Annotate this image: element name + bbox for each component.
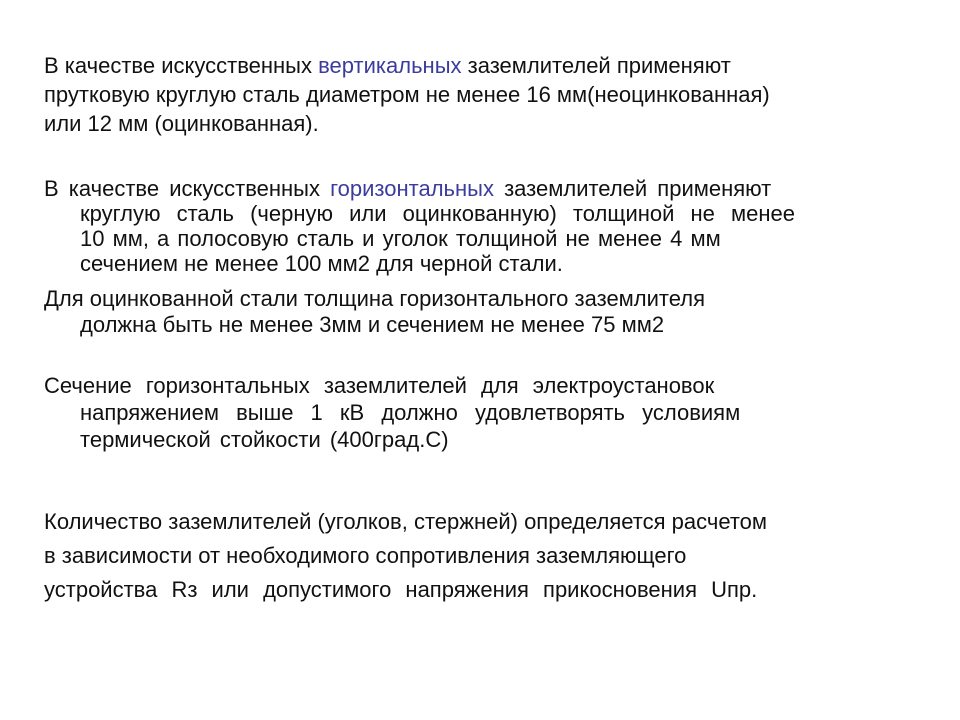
text-span: В качестве искусственных	[44, 53, 319, 78]
text-line: 10 мм, а полосовую сталь и уголок толщиной не менее 4 мм	[80, 226, 721, 251]
text-line: Для оцинкованной стали толщина горизонтального заземлителя	[44, 286, 706, 311]
text-line: в зависимости от необходимого сопротивления заземляющего	[44, 543, 687, 568]
text-line: Сечение горизонтальных заземлителей для электроустановок	[44, 373, 715, 398]
text-line: прутковую круглую сталь диаметром не менее 16 мм(неоцинкованная)	[44, 82, 770, 107]
text-line: или 12 мм (оцинкованная).	[44, 111, 319, 136]
text-line	[44, 176, 934, 201]
paragraph-cross-section	[44, 372, 934, 453]
text-span: заземлителей применяют	[493, 176, 772, 201]
paragraph-vertical-electrodes	[44, 51, 934, 138]
text-line: Количество заземлителей (уголков, стержней) определяется расчетом	[44, 509, 768, 534]
highlighted-term-vertical: вертикальных	[318, 53, 462, 78]
text-line	[44, 51, 934, 80]
paragraph-electrode-count	[44, 505, 934, 607]
text-line: круглую сталь (черную или оцинкованную) толщиной не менее	[80, 201, 795, 226]
text-line: должна быть не менее 3мм и сечением не менее 75 мм2	[80, 312, 665, 337]
text-span: В качестве искусственных	[44, 176, 331, 201]
paragraph-horizontal-electrodes	[44, 176, 934, 276]
text-span: заземлителей применяют	[461, 53, 731, 78]
paragraph-galvanized-steel	[44, 286, 934, 338]
highlighted-term-horizontal: горизонтальных	[330, 176, 494, 201]
text-line: термической стойкости (400град.С)	[80, 427, 449, 452]
text-line: устройства Rз или допустимого напряжения прикосновения Uпр.	[44, 577, 758, 602]
text-line: сечением не менее 100 мм2 для черной стали.	[80, 251, 563, 276]
text-line: напряжением выше 1 кВ должно удовлетворять условиям	[80, 400, 741, 425]
